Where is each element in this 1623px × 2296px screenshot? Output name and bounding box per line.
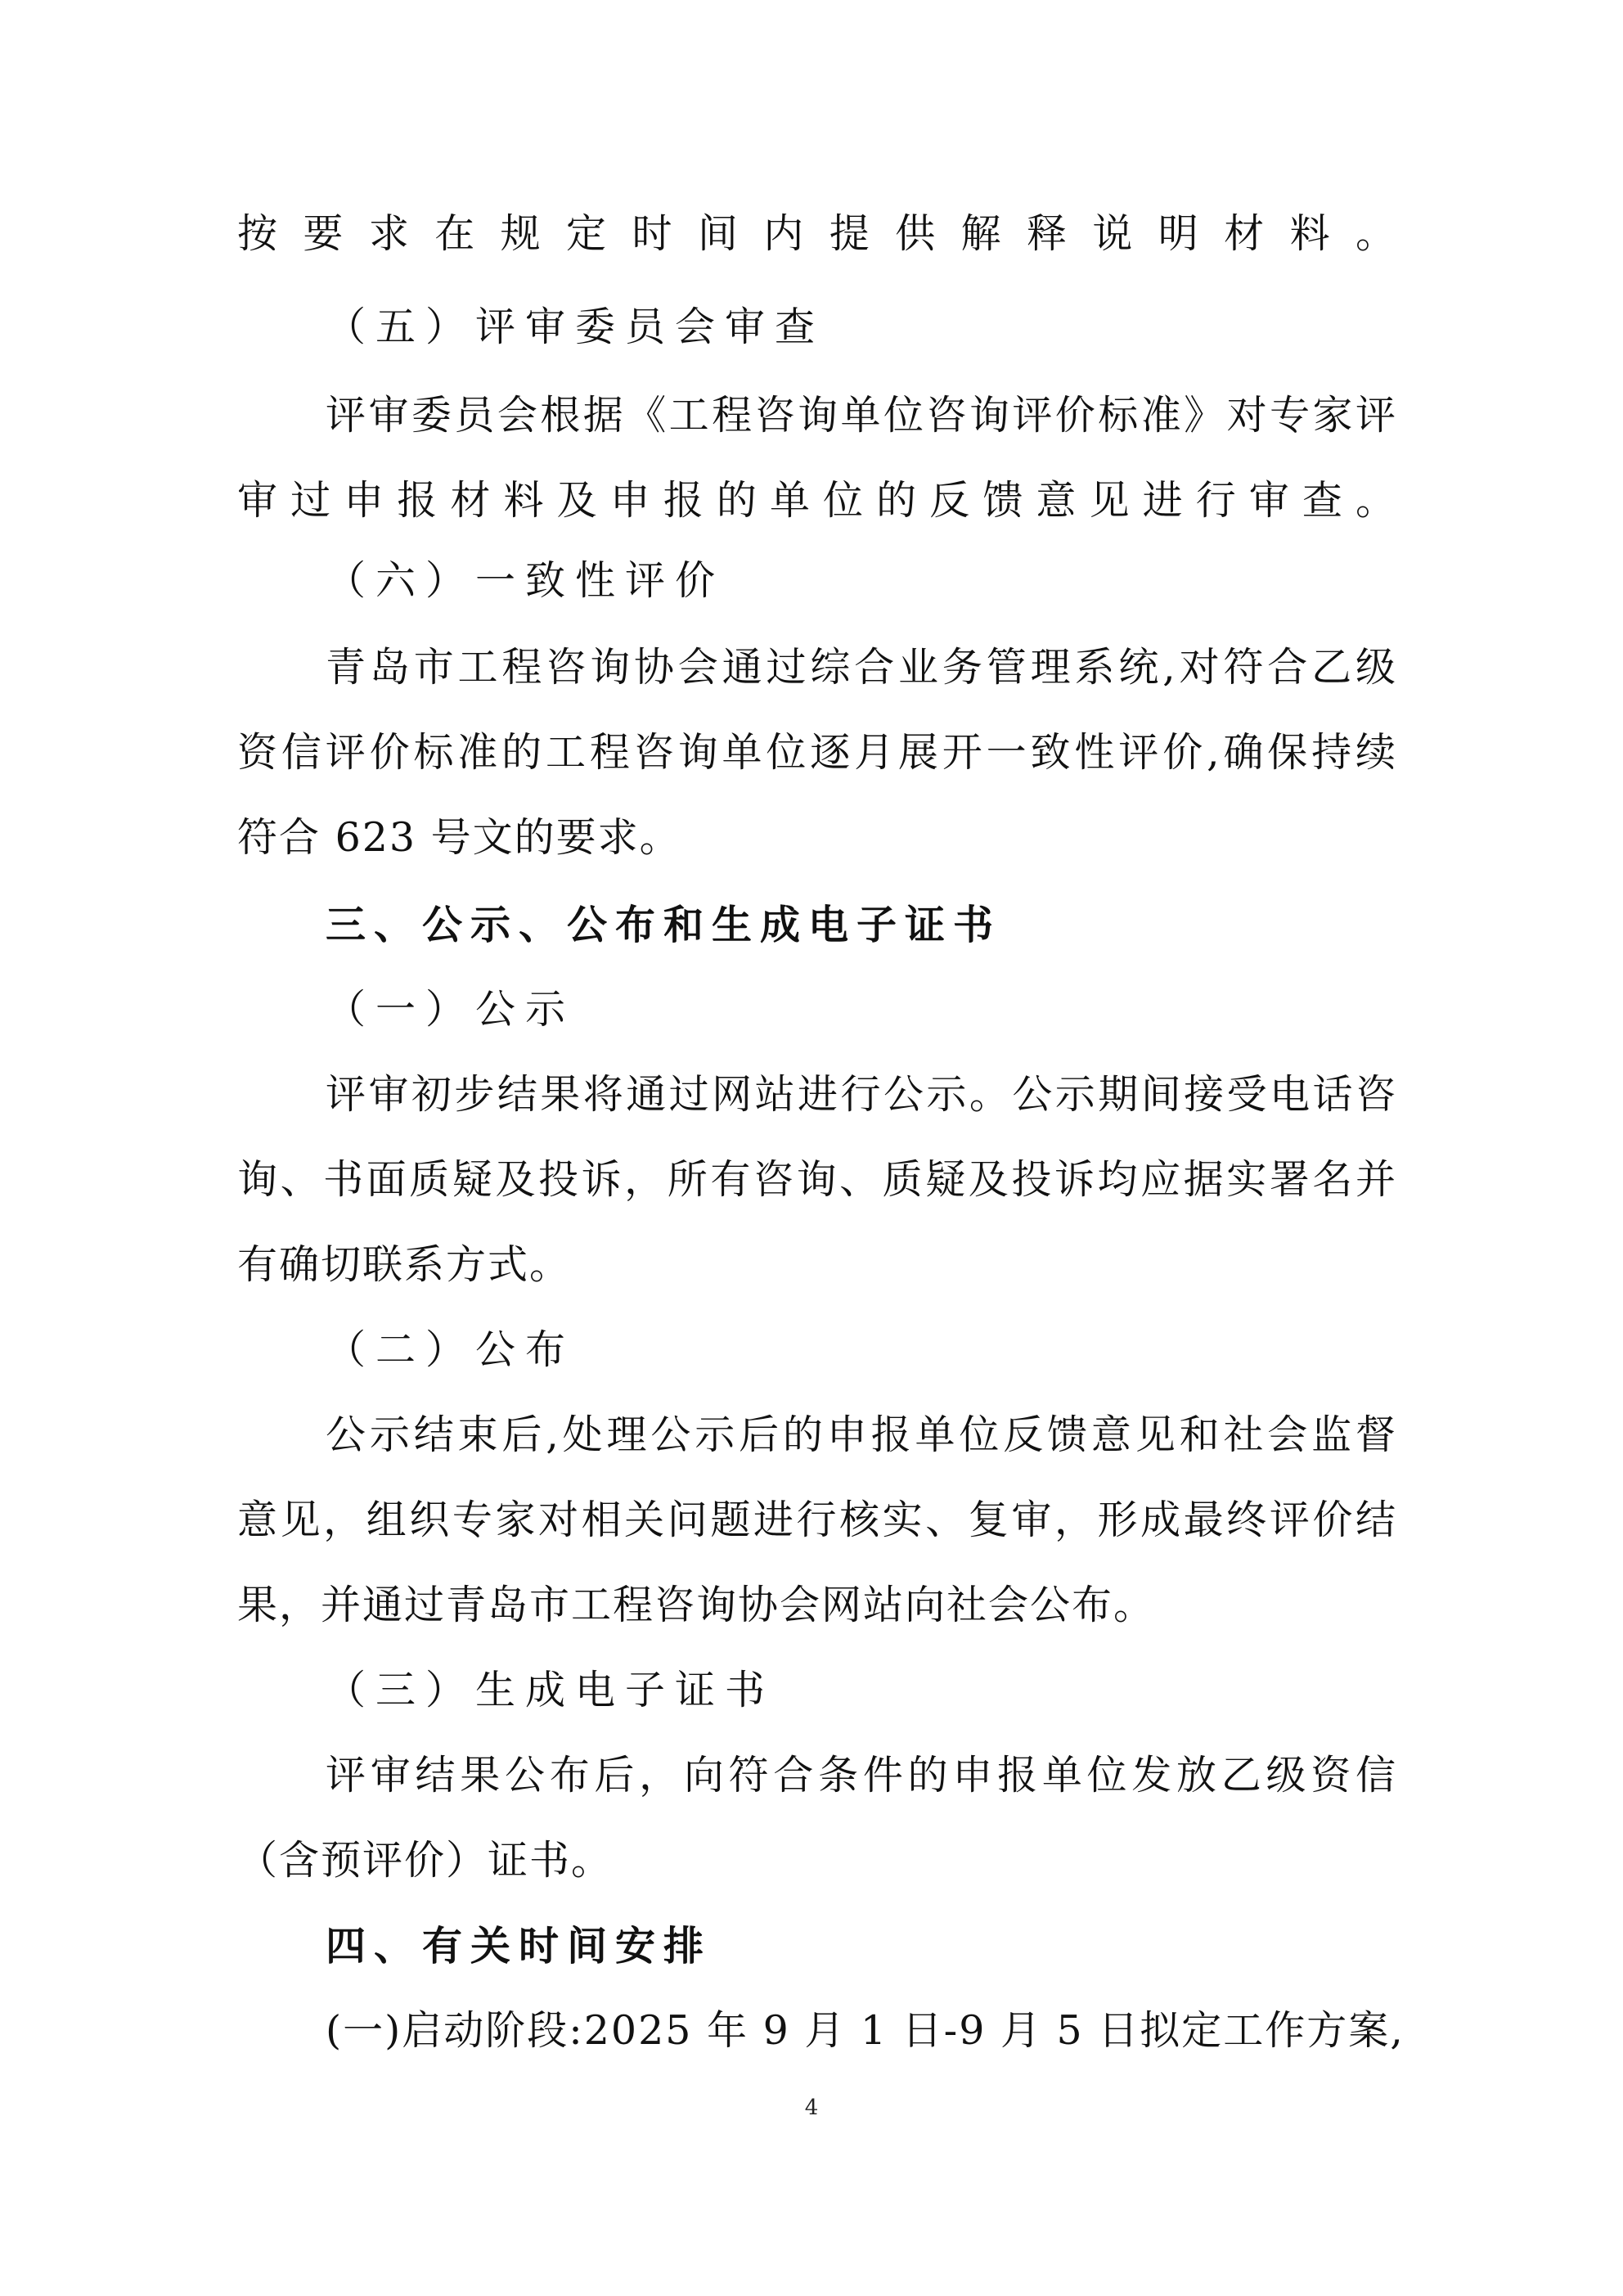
paragraph-review-line-2: 审过申报材料及申报的单位的反馈意见进行审查。	[237, 477, 1397, 524]
section-heading-three: 三、公示、公布和生成电子证书	[326, 901, 1002, 948]
subheading-six: （六）一致性评价	[326, 557, 726, 604]
paragraph-certificate-line-2: （含预评价）证书。	[237, 1837, 614, 1884]
paragraph-schedule-line-1: (一)启动阶段:2025 年 9 月 1 日-9 月 5 日拟定工作方案,	[326, 2007, 1405, 2054]
paragraph-review-line-1: 评审委员会根据《工程咨询单位咨询评价标准》对专家评	[326, 392, 1397, 439]
paragraph-publicity-line-2: 询、书面质疑及投诉，所有咨询、质疑及投诉均应据实署名并	[237, 1156, 1397, 1203]
paragraph-publicity-line-1: 评审初步结果将通过网站进行公示。公示期间接受电话咨	[326, 1071, 1397, 1118]
subheading-publicity: （一）公示	[326, 986, 576, 1033]
paragraph-publish-line-2: 意见，组织专家对相关问题进行核实、复审，形成最终评价结	[237, 1497, 1397, 1543]
paragraph-publish-line-1: 公示结束后,处理公示后的申报单位反馈意见和社会监督	[326, 1411, 1397, 1458]
subheading-certificate: （三）生成电子证书	[326, 1667, 776, 1713]
subheading-five: （五）评审委员会审查	[326, 304, 825, 350]
paragraph-publish-line-3: 果，并通过青岛市工程咨询协会网站向社会公布。	[237, 1582, 1156, 1628]
section-heading-four: 四、有关时间安排	[326, 1922, 713, 1970]
page-number: 4	[804, 2096, 819, 2120]
paragraph-consistency-line-2: 资信评价标准的工程咨询单位逐月展开一致性评价,确保持续	[237, 729, 1397, 776]
subheading-publish: （二）公布	[326, 1326, 576, 1373]
paragraph-consistency-line-1: 青岛市工程咨询协会通过综合业务管理系统,对符合乙级	[326, 644, 1397, 691]
text-line-continuation: 按要求在规定时间内提供解释说明材料。	[237, 210, 1397, 257]
paragraph-certificate-line-1: 评审结果公布后，向符合条件的申报单位发放乙级资信	[326, 1752, 1397, 1799]
paragraph-publicity-line-3: 有确切联系方式。	[237, 1241, 572, 1288]
paragraph-consistency-line-3: 符合 623 号文的要求。	[237, 814, 681, 861]
